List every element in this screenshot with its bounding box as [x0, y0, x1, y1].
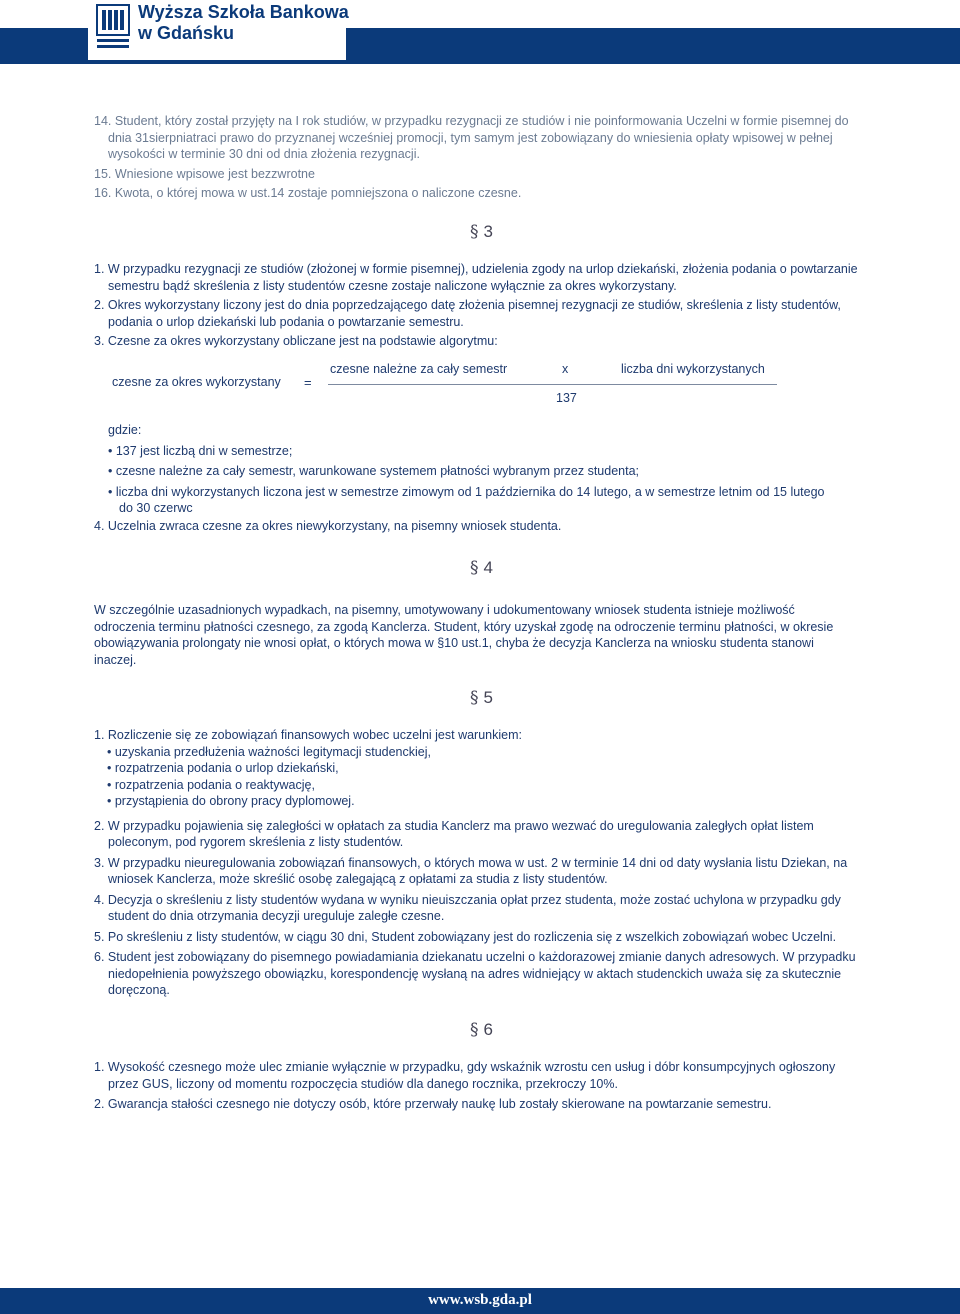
formula-denominator: 137 — [556, 391, 577, 405]
formula-equals: = — [304, 375, 312, 390]
formula-times: x — [562, 362, 569, 376]
section-4-body — [94, 602, 854, 668]
where-bullet-1: • 137 jest liczbą dni w semestrze; — [108, 443, 293, 458]
section-3-heading: § 3 — [470, 222, 493, 242]
section-4-paragraph: W szczególnie uzasadnionych wypadkach, na pisemny, umotywowany i udokumentowany wniosek studenta istnieje możliwość odroczenia terminu płatności czesnego, za zgodą Kanclerza. Student, który uzyskał zgodę na odroczenie terminu płatności, w okresie obowiązywania prolongaty nie wnosi opłat, o których mowa w §10 ust.1, chyba że decyzja Kanclerza na wniosku studenta stanowi inaczej. — [94, 603, 834, 667]
logo-line-2: w Gdańsku — [138, 23, 235, 43]
page-number: str 2 — [869, 64, 898, 81]
formula-numerator-1: czesne należne za cały semestr — [330, 362, 508, 376]
footer-bar — [0, 1288, 960, 1314]
section-5-paragraph-5: 5. Po skreśleniu z listy studentów, w ciągu 30 dni, Student zobowiązany jest do rozliczenia się z wszelkich zobowiązań wobec Uczelni. — [94, 929, 837, 944]
fraction-bar — [328, 384, 777, 385]
section-5-body — [94, 727, 864, 999]
section-5-heading: § 5 — [470, 688, 493, 708]
logo-text — [138, 2, 349, 44]
section-3-paragraph-1: 1. W przypadku rezygnacji ze studiów (złożonej w formie pisemnej), udzielenia zgody na urlop dziekański, złożenia podania o powtarzanie semestru bądź skreślenia z listy studentów czesne zostaje naliczone wyłącznie za okres wykorzystany. — [94, 262, 858, 293]
intro-block — [94, 113, 864, 202]
section-4-heading: § 4 — [470, 558, 493, 578]
section-6-number: 6 — [483, 1020, 493, 1039]
section-5-bullet-1: • uzyskania przedłużenia ważności legitymacji studenckiej, — [107, 744, 431, 759]
section-5-paragraph-1: 1. Rozliczenie się ze zobowiązań finansowych wobec uczelni jest warunkiem: — [94, 728, 522, 742]
section-3-paragraph-2: 2. Okres wykorzystany liczony jest do dnia poprzedzającego datę złożenia pisemnej rezygnacji ze studiów, skreślenia z listy studentów, podania o urlop dziekański lub podania o powtarzanie semestru. — [94, 298, 841, 329]
university-logo[interactable] — [88, 0, 349, 60]
section-6-paragraph-1: 1. Wysokość czesnego może ulec zmianie wyłącznie w przypadku, gdy wskaźnik wzrostu cen usług i dóbr konsumpcyjnych ogłoszony przez GUS, liczony od momentu rozpoczęcia studiów dla danego rocznika, przekroczy 10%. — [94, 1060, 836, 1091]
section-3-paragraph-4: 4. Uczelnia zwraca czesne za okres niewykorzystany, na pisemny wniosek studenta. — [94, 519, 562, 533]
document-title: Regulamin opłat za studia w WSB w Gdańsku — [514, 64, 817, 81]
where-bullet-3: • liczba dni wykorzystanych liczona jest w semestrze zimowym od 1 października do 14 lutego, a w semestrze letnim od 15 lutego do 30 czerwc — [108, 484, 825, 515]
section-6-body — [94, 1059, 864, 1113]
paragraph-16: 16. Kwota, o której mowa w ust.14 zostaje pomniejszona o naliczone czesne. — [94, 186, 522, 200]
section-4-number: 4 — [483, 558, 493, 577]
section-5-bullet-2: • rozpatrzenia podania o urlop dziekański, — [107, 761, 339, 775]
logo-line-1: Wyższa Szkoła Bankowa — [138, 2, 349, 22]
section-6-heading: § 6 — [470, 1020, 493, 1040]
section-5-paragraph-4: 4. Decyzja o skreśleniu z listy studentów wydana w wyniku nieuiszczania opłat przez studenta, może zostać uchylona w przypadku gdy student do dnia otrzymania decyzji ureguluje zaległe czesne. — [94, 892, 841, 923]
where-bullet-2: • czesne należne za cały semestr, warunkowane systemem płatności wybranym przez studenta; — [108, 464, 640, 478]
section-5-number: 5 — [483, 688, 493, 707]
section-5-bullet-4: • przystąpienia do obrony pracy dyplomowej. — [107, 794, 355, 808]
formula-numerator-2: liczba dni wykorzystanych — [621, 362, 765, 376]
section-3-paragraph-4-wrap — [94, 518, 864, 535]
website-link[interactable]: www.wsb.gda.pl — [428, 1292, 532, 1308]
section-5-paragraph-2: 2. W przypadku pojawienia się zaległości w opłatach za studia Kanclerz ma prawo wezwać do uregulowania zaległych opłat listem poleconym, pod rygorem skreślenia z listy studentów. — [94, 818, 814, 849]
paragraph-14: 14. Student, który został przyjęty na I rok studiów, w przypadku rezygnacji ze studiów i nie poinformowania Uczelni w formie pisemnej do dnia 31sierpniatraci prawo do przyznanej wcześniej promocji, tym samym jest zobowiązany do wniesienia opłaty wpisowej w pełnej wysokości w terminie 30 dni od dnia złożenia rezygnacji. — [94, 114, 849, 161]
section-5-paragraph-3: 3. W przypadku nieuregulowania zobowiązań finansowych, o których mowa w ust. 2 w terminie 14 dni od daty wysłania listu Dziekan, na wniosek Kanclerza, może skreślić osobę zalegającą z opłatami za studia z listy studentów. — [94, 855, 848, 886]
section-3-number: 3 — [483, 222, 493, 241]
section-5-paragraph-6: 6. Student jest zobowiązany do pisemnego powiadamiania dziekanatu uczelni o każdorazowej zmianie danych adresowych. W przypadku niedopełnienia powyższego obowiązku, korespondencję wysłaną na adres widniejący w aktach studenckich uważa się za skutecznie doręczoną. — [94, 950, 856, 997]
section-3-body — [94, 261, 864, 350]
formula-explanation — [108, 422, 828, 517]
wsb-logo-icon — [96, 3, 130, 53]
where-label: gdzie: — [108, 423, 142, 437]
section-5-bullet-3: • rozpatrzenia podania o reaktywację, — [107, 777, 315, 792]
paragraph-15: 15. Wniesione wpisowe jest bezzwrotne — [94, 166, 315, 181]
formula-left: czesne za okres wykorzystany — [112, 375, 281, 389]
section-6-paragraph-2: 2. Gwarancja stałości czesnego nie dotyczy osób, które przerwały naukę lub zostały skierowane na powtarzanie semestru. — [94, 1097, 772, 1111]
section-3-paragraph-3: 3. Czesne za okres wykorzystany obliczane jest na podstawie algorytmu: — [94, 334, 498, 348]
